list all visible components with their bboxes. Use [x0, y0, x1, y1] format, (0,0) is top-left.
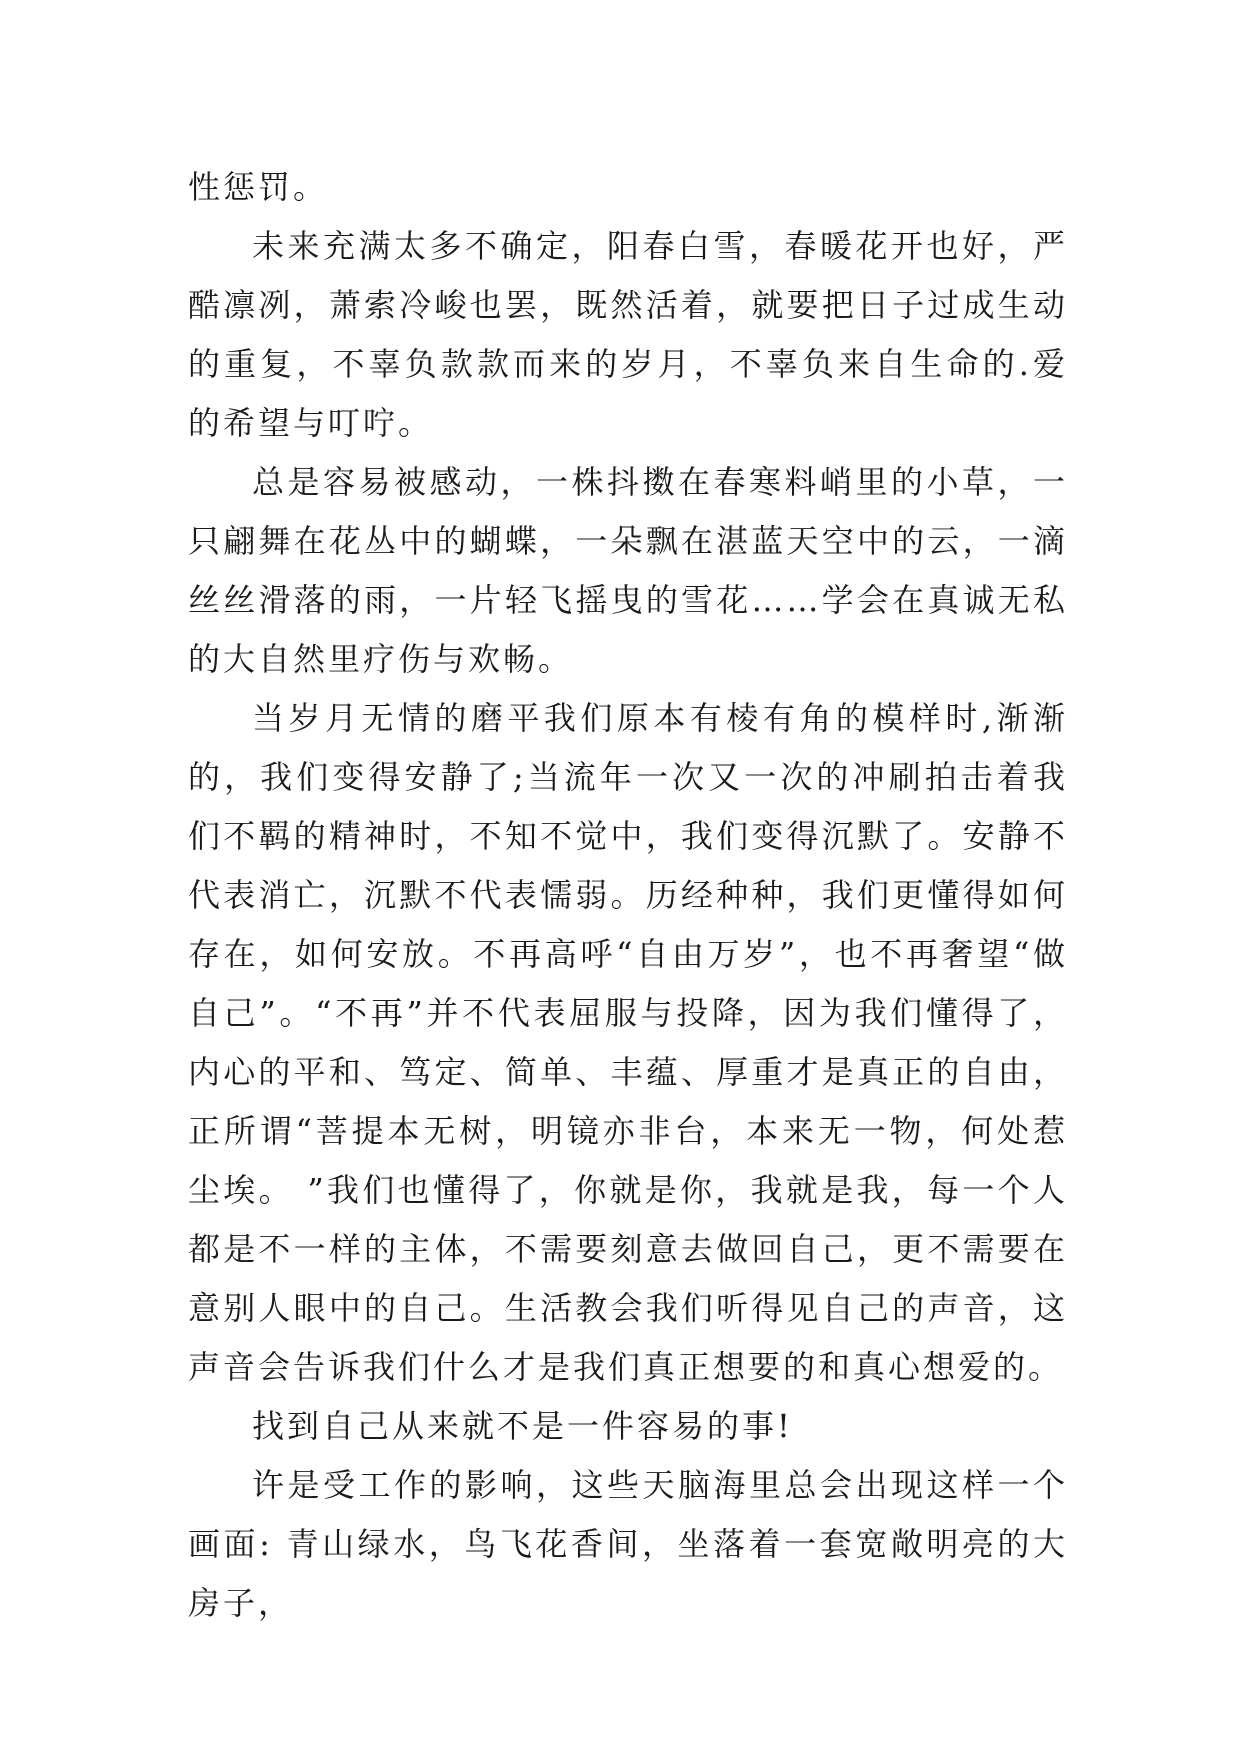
paragraph-2: 未来充满太多不确定，阳春白雪，春暖花开也好，严酷凛冽，萧索冷峻也罢，既然活着，就要把日子过成生动的重复，不辜负款款而来的岁月，不辜负来自生命的.爱的希望与叮咛。	[188, 227, 1068, 442]
paragraph-3: 总是容易被感动，一株抖擞在春寒料峭里的小草，一只翩舞在花丛中的蝴蝶，一朵飘在湛蓝天空中的云，一滴丝丝滑落的雨，一片轻飞摇曳的雪花……学会在真诚无私的大自然里疗伤与欢畅。	[188, 463, 1068, 678]
paragraph-6: 许是受工作的影响，这些天脑海里总会出现这样一个画面: 青山绿水，鸟飞花香间，坐落着一套宽敞明亮的大房子，	[188, 1466, 1068, 1622]
document-body	[188, 158, 1068, 1633]
paragraph-4: 当岁月无情的磨平我们原本有棱有角的模样时,渐渐的，我们变得安静了;当流年一次又一次的冲刷拍击着我们不羁的精神时，不知不觉中，我们变得沉默了。安静不代表消亡，沉默不代表懦弱。历经种种，我们更懂得如何存在，如何安放。不再高呼“自由万岁”，也不再奢望“做自己”。“不再”并不代表屈服与投降，因为我们懂得了，内心的平和、笃定、简单、丰蕴、厚重才是真正的自由，正所谓“菩提本无树，明镜亦非台，本来无一物，何处惹尘埃。 ”我们也懂得了，你就是你，我就是我，每一个人都是不一样的主体，不需要刻意去做回自己，更不需要在意别人眼中的自己。生活教会我们听得见自己的声音，这声音会告诉我们什么才是我们真正想要的和真心想爱的。	[188, 699, 1068, 1386]
paragraph-1: 性惩罚。	[188, 168, 329, 206]
paragraph-5: 找到自己从来就不是一件容易的事!	[252, 1407, 793, 1445]
